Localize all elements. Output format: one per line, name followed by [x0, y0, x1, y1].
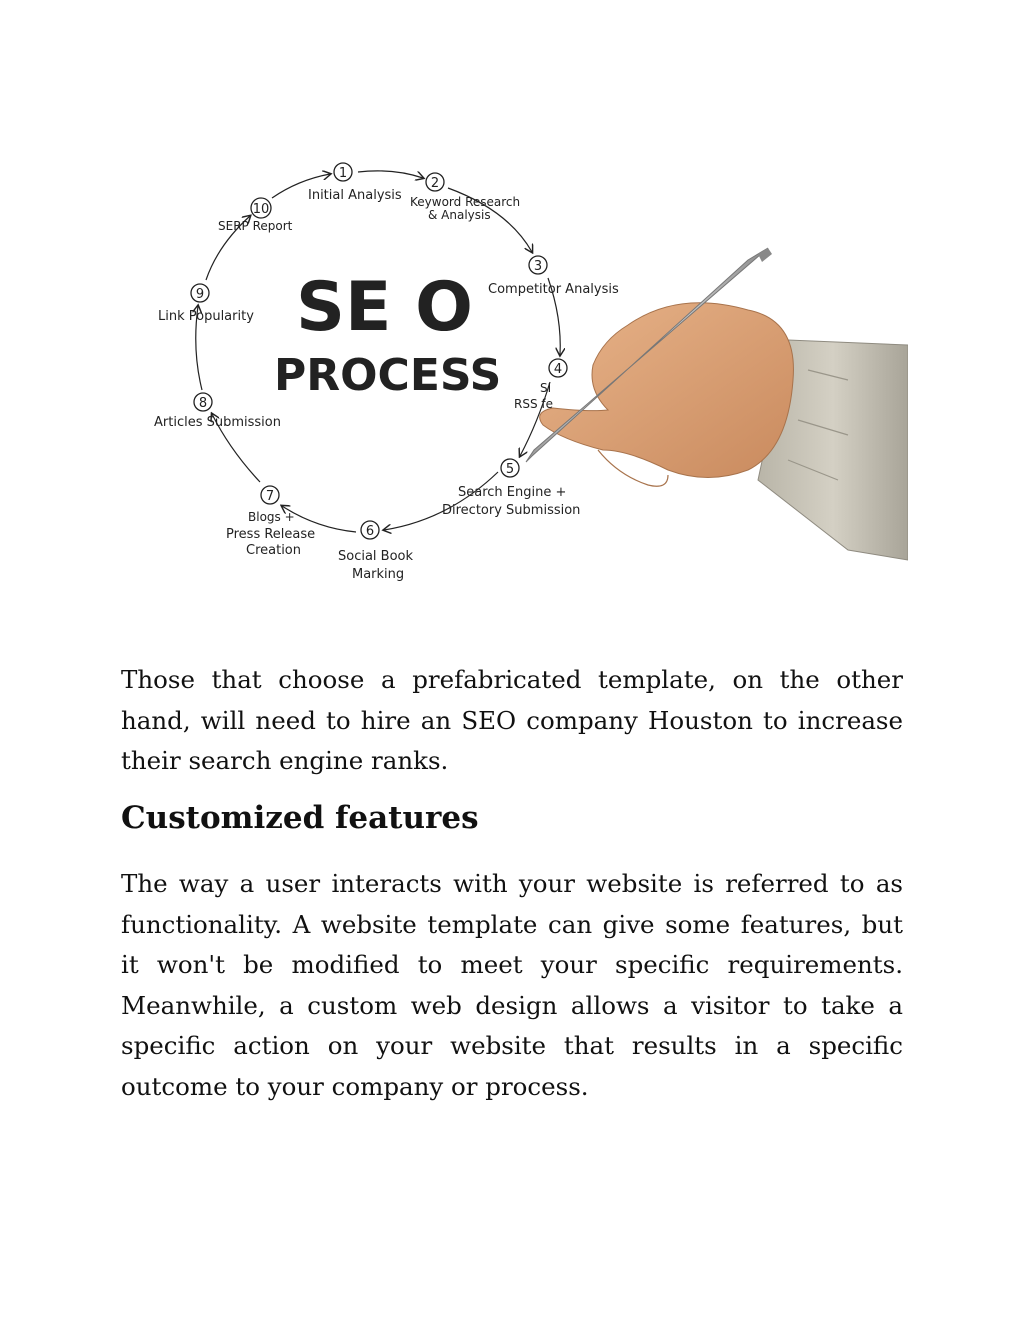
svg-text:3: 3 [533, 259, 543, 274]
paragraph-functionality: The way a user interacts with your website is referred to as functionality. A website template can give some features, but it won't be modified to meet your specific requirements. Meanwhile, a custom web design allows a visitor to take a specific action on your website that results in a specific outcome to your company or process. [121, 869, 903, 1101]
svg-text:Marking: Marking [352, 567, 405, 582]
svg-text:Keyword Research: Keyword Research [410, 195, 521, 209]
svg-text:RSS fe: RSS fe [514, 397, 553, 411]
step-7 [226, 486, 315, 558]
svg-text:4: 4 [553, 362, 563, 377]
paragraph-template-seo: Those that choose a prefabricated template, on the other hand, will need to hire an SEO company Houston to increase their search engine ranks. [121, 665, 903, 776]
step-1 [308, 163, 402, 203]
svg-text:Social Book: Social Book [338, 549, 414, 564]
svg-text:10: 10 [252, 202, 270, 217]
step-9 [158, 284, 254, 324]
svg-text:Link Popularity: Link Popularity [158, 309, 254, 324]
svg-text:Blogs +: Blogs + [248, 510, 295, 524]
title-seo: SE O [296, 268, 473, 347]
seo-process-diagram [148, 150, 908, 600]
section-heading: Customized features [121, 800, 479, 836]
svg-text:Search Engine +: Search Engine + [458, 485, 567, 500]
step-4 [514, 359, 567, 411]
svg-text:Directory Submission: Directory Submission [442, 503, 581, 518]
svg-text:& Analysis: & Analysis [428, 208, 491, 222]
step-6 [338, 521, 414, 582]
svg-text:6: 6 [365, 524, 375, 539]
svg-text:5: 5 [505, 462, 515, 477]
svg-text:SERP Report: SERP Report [218, 219, 293, 233]
svg-text:2: 2 [430, 176, 440, 191]
svg-text:9: 9 [195, 287, 205, 302]
step-3 [488, 256, 619, 297]
svg-text:Initial Analysis: Initial Analysis [308, 188, 402, 203]
svg-text:8: 8 [198, 396, 208, 411]
svg-text:Creation: Creation [246, 543, 302, 558]
svg-text:Articles Submission: Articles Submission [154, 415, 281, 430]
svg-text:1: 1 [338, 166, 348, 181]
step-5 [442, 459, 580, 518]
svg-text:SI: SI [540, 381, 552, 395]
svg-text:7: 7 [265, 489, 275, 504]
title-process: PROCESS [274, 350, 502, 401]
svg-text:Press Release: Press Release [226, 527, 316, 542]
svg-text:Competitor Analysis: Competitor Analysis [488, 282, 619, 297]
step-10 [218, 198, 293, 233]
seo-process-figure [148, 150, 908, 600]
step-2 [410, 173, 520, 222]
